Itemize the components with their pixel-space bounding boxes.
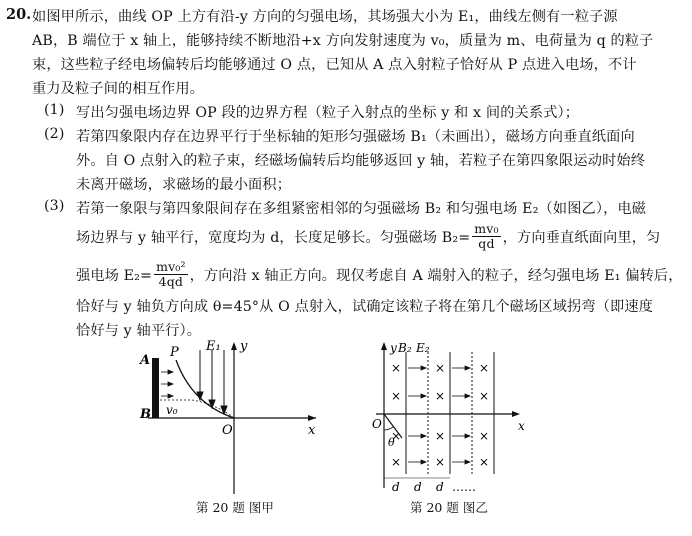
- x-axis-arrow: [308, 415, 316, 421]
- label-dots: ……: [452, 480, 476, 494]
- svg-text:×: ×: [479, 361, 490, 375]
- part-3-line-3: 强电场 E₂=: [76, 267, 153, 284]
- svg-text:×: ×: [435, 429, 446, 443]
- label-o-b: O: [372, 417, 382, 431]
- label-e1: E₁: [206, 339, 221, 354]
- part-1-line-1: 写出匀强电场边界 OP 段的边界方程（粒子入射点的坐标 y 和 x 间的关系式）；: [76, 105, 580, 121]
- particle-source-plate: [152, 358, 159, 418]
- part-3-label: (3): [44, 198, 65, 214]
- stem-line-3: 束，这些粒子经电场偏转后均能够通过 O 点，已知从 A 点入射粒子恰好从 P 点进入电场，不计: [32, 57, 637, 73]
- stem-line-2: AB，B 端位于 x 轴上，能够持续不断地沿+x 方向发射速度为 v₀，质量为 m、电荷量为 q 的粒子: [32, 33, 654, 49]
- part-3-line-2b: ，方向垂直纸面向里，匀: [502, 229, 661, 246]
- svg-text:×: ×: [391, 455, 402, 469]
- svg-text:×: ×: [435, 361, 446, 375]
- formula-b2-numerator: mv₀: [474, 221, 499, 236]
- label-e2: E₂: [416, 341, 430, 355]
- svg-text:×: ×: [435, 455, 446, 469]
- svg-text:×: ×: [391, 361, 402, 375]
- stem-line-4: 重力及粒子间的相互作用。: [32, 81, 205, 97]
- svg-text:×: ×: [435, 389, 446, 403]
- formula-b2-fraction: [472, 222, 500, 251]
- label-v0: v₀: [166, 403, 178, 417]
- label-d-1: d: [392, 480, 400, 494]
- x-axis-b-arrow: [512, 411, 520, 417]
- svg-text:×: ×: [391, 389, 402, 403]
- label-b2: B₂: [398, 341, 412, 355]
- stem-line-1: 如图甲所示，曲线 OP 上方有沿-y 方向的匀强电场，其场强大小为 E₁，曲线左侧有一粒子源: [32, 9, 618, 25]
- label-d-2: d: [414, 480, 422, 494]
- part-3-line-3b: ，方向沿 x 轴正方向。现仅考虑自 A 端射入的粒子，经匀强电场 E₁ 偏转后，: [189, 267, 683, 284]
- label-x-b: x: [518, 419, 525, 433]
- label-y-b: y: [390, 341, 397, 355]
- label-b: B: [140, 407, 151, 422]
- label-x: x: [308, 423, 316, 438]
- label-a: A: [140, 353, 151, 368]
- part-3-line-5: 恰好与 y 轴平行）。: [76, 323, 202, 339]
- formula-e2-denominator: 4qd: [158, 274, 184, 289]
- label-o: O: [222, 423, 233, 438]
- part-2-label: (2): [44, 126, 65, 142]
- part-3-line-2: 场边界与 y 轴平行，宽度均为 d，长度足够长。匀强磁场 B₂=: [76, 229, 471, 246]
- question-number: 20.: [6, 6, 32, 23]
- e2-field-arrows: [408, 366, 470, 464]
- y-axis-arrow: [231, 342, 237, 350]
- formula-b2-denominator: qd: [478, 236, 495, 251]
- svg-text:×: ×: [479, 455, 490, 469]
- part-3-line-4: 恰好与 y 轴负方向成 θ=45°从 O 点射入，试确定该粒子将在第几个磁场区域拐弯（即速度: [76, 299, 654, 315]
- part-3-line-3-row: [76, 260, 683, 289]
- label-theta: θ: [388, 436, 395, 449]
- formula-e2-numerator: mv₀²: [156, 259, 186, 274]
- figure-a-diagram: [136, 338, 336, 498]
- figure-b-caption: 第 20 题 图乙: [410, 500, 488, 515]
- label-p: P: [170, 345, 179, 360]
- velocity-arrows: [161, 370, 173, 398]
- label-y: y: [240, 339, 248, 354]
- part-1-label: (1): [44, 102, 65, 118]
- part-3-line-2-row: [76, 222, 660, 251]
- electric-field-lines: [197, 350, 227, 414]
- figure-a-caption: 第 20 题 图甲: [196, 500, 274, 515]
- label-d-3: d: [436, 480, 444, 494]
- y-axis-b-arrow: [381, 342, 387, 350]
- formula-e2-fraction: [154, 260, 188, 289]
- part-2-line-1: 若第四象限内存在边界平行于坐标轴的矩形匀强磁场 B₁（未画出），磁场方向垂直纸面向: [76, 129, 635, 145]
- part-2-line-3: 未离开磁场，求磁场的最小面积；: [76, 177, 292, 193]
- part-3-line-1: 若第一象限与第四象限间存在多组紧密相邻的匀强磁场 B₂ 和匀强电场 E₂（如图乙），电磁: [76, 201, 647, 217]
- svg-text:×: ×: [479, 389, 490, 403]
- part-2-line-2: 外。自 O 点射入的粒子束，经磁场偏转后均能够返回 y 轴，若粒子在第四象限运动时始终: [76, 153, 646, 169]
- svg-text:×: ×: [479, 429, 490, 443]
- figure-b-diagram: [368, 338, 538, 494]
- svg-text:×: ×: [391, 429, 402, 443]
